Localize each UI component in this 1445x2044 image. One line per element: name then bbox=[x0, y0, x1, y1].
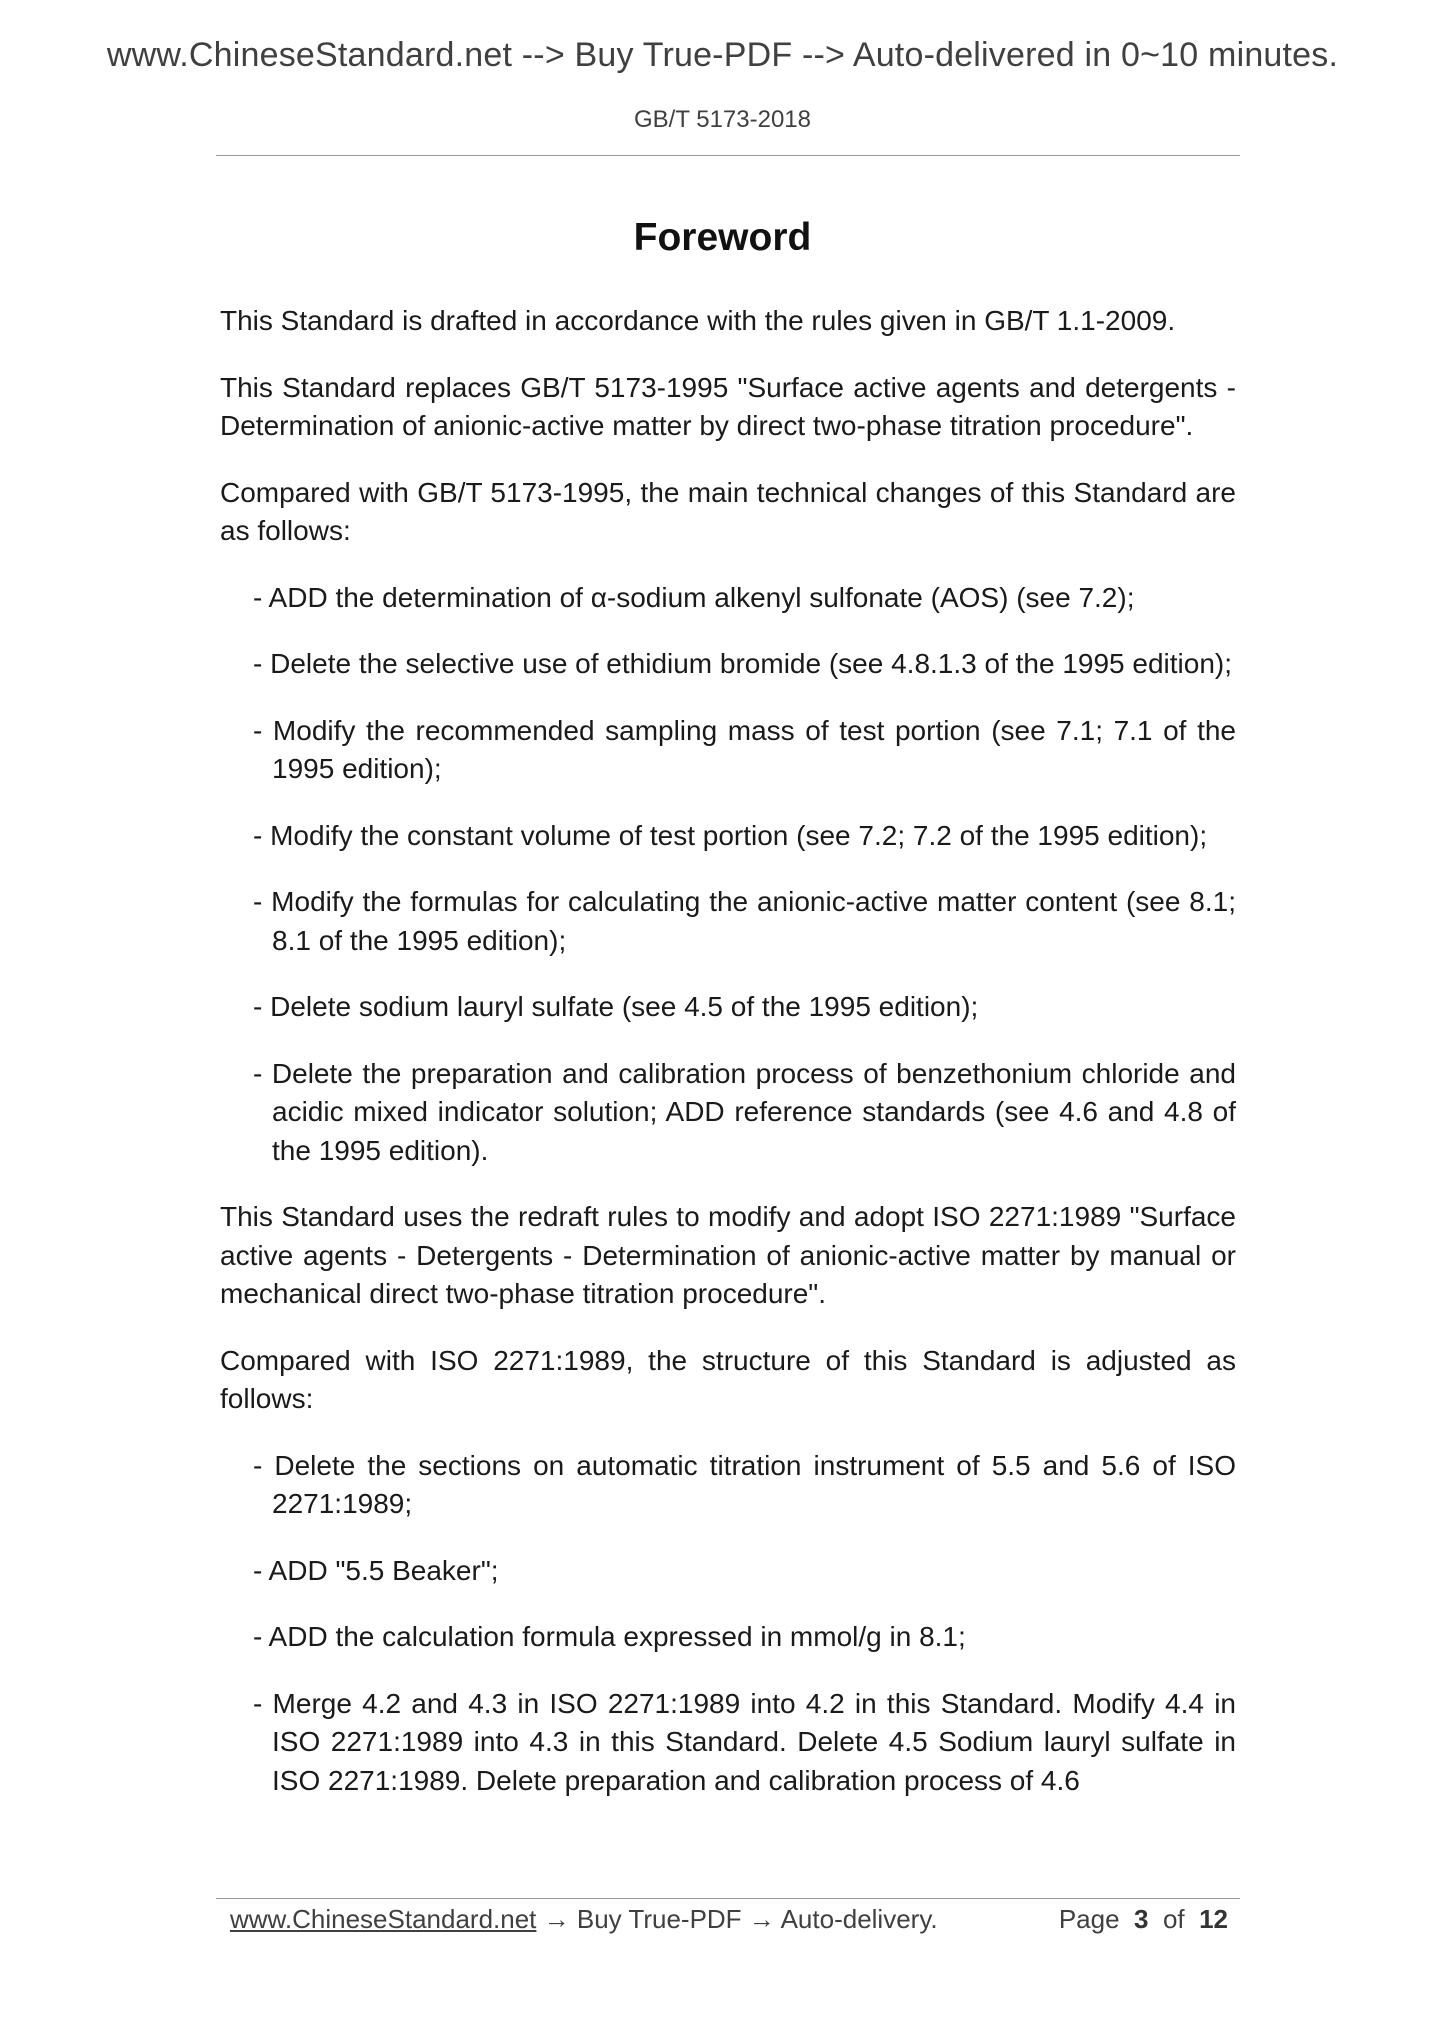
footer-delivery-text: Auto-delivery. bbox=[780, 1904, 938, 1934]
page-total: 12 bbox=[1199, 1904, 1228, 1934]
foreword-body bbox=[220, 302, 1236, 1828]
list-item: - Modify the constant volume of test portion (see 7.2; 7.2 of the 1995 edition); bbox=[253, 819, 1208, 851]
list-item: - Modify the recommended sampling mass of test portion (see 7.1; 7.1 of the 1995 edition); bbox=[253, 714, 1236, 784]
list-item: - Delete the sections on automatic titration instrument of 5.5 and 5.6 of ISO 2271:1989; bbox=[253, 1449, 1236, 1519]
arrow-icon: → bbox=[741, 1904, 781, 1934]
list-item: - Modify the formulas for calculating the anionic-active matter content (see 8.1; 8.1 of the 1995 edition); bbox=[253, 886, 1236, 956]
page-title: Foreword bbox=[633, 216, 812, 259]
list-item: - Delete sodium lauryl sulfate (see 4.5 of the 1995 edition); bbox=[253, 991, 979, 1022]
top-banner-link[interactable]: www.ChineseStandard.net --> Buy True-PDF --> Auto-delivered in 0~10 minutes. bbox=[106, 36, 1339, 74]
paragraph: This Standard replaces GB/T 5173-1995 "Surface active agents and detergents - Determination of anionic-active matter by direct two-phase titration procedure". bbox=[220, 371, 1236, 441]
document-code: GB/T 5173-2018 bbox=[633, 106, 811, 133]
list-item: - Merge 4.2 and 4.3 in ISO 2271:1989 into 4.2 in this Standard. Modify 4.4 in ISO 2271:1989 into 4.3 in this Standard. Delete 4.5 Sodium lauryl sulfate in ISO 2271:1989. Delete preparation and calibration process of 4.6 bbox=[253, 1687, 1236, 1796]
page-current: 3 bbox=[1134, 1904, 1149, 1934]
paragraph: This Standard is drafted in accordance with the rules given in GB/T 1.1-2009. bbox=[220, 305, 1176, 336]
footer-promo bbox=[230, 1904, 938, 1935]
paragraph: This Standard uses the redraft rules to modify and adopt ISO 2271:1989 "Surface active agents - Detergents - Determination of anionic-active matter by manual or mechanical direct two-phase titration procedure". bbox=[220, 1201, 1236, 1309]
list-item: - ADD "5.5 Beaker"; bbox=[253, 1554, 499, 1586]
list-item: - ADD the calculation formula expressed in mmol/g in 8.1; bbox=[253, 1621, 966, 1652]
paragraph: Compared with ISO 2271:1989, the structure of this Standard is adjusted as follows: bbox=[220, 1344, 1236, 1414]
list-item: - ADD the determination of α-sodium alkenyl sulfonate (AOS) (see 7.2); bbox=[253, 581, 1135, 613]
page-of-label: of bbox=[1162, 1904, 1185, 1934]
paragraph: Compared with GB/T 5173-1995, the main technical changes of this Standard are as follows: bbox=[220, 476, 1236, 546]
page-label: Page bbox=[1058, 1904, 1120, 1934]
footer-site-link[interactable]: www.ChineseStandard.net bbox=[230, 1904, 537, 1934]
arrow-icon: → bbox=[536, 1904, 577, 1934]
footer-buy-text: Buy True-PDF bbox=[576, 1904, 742, 1934]
page-indicator bbox=[1059, 1904, 1228, 1935]
footer-divider bbox=[216, 1898, 1240, 1899]
header-divider bbox=[216, 155, 1240, 156]
list-item: - Delete the selective use of ethidium bromide (see 4.8.1.3 of the 1995 edition); bbox=[253, 648, 1233, 679]
list-item: - Delete the preparation and calibration process of benzethonium chloride and acidic mixed indicator solution; ADD reference standards (see 4.6 and 4.8 of the 1995 edition). bbox=[253, 1057, 1236, 1166]
